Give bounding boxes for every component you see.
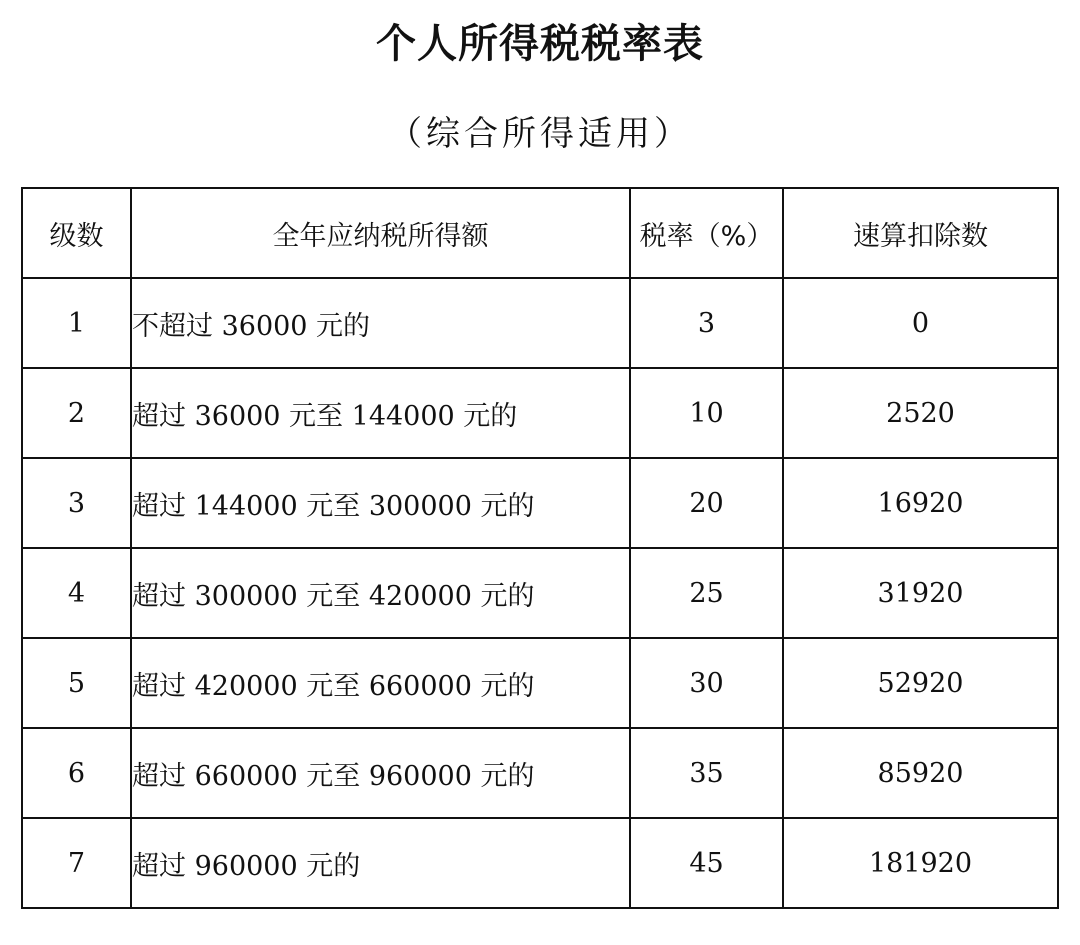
cell-deduction: 181920 [783,818,1058,908]
table-row [22,458,1058,548]
header-tax-rate: 税率（%） [630,188,783,278]
cell-level: 6 [22,728,131,818]
cell-range: 超过 144000 元至 300000 元的 [131,458,630,548]
table-row [22,818,1058,908]
cell-deduction: 85920 [783,728,1058,818]
header-level: 级数 [22,188,131,278]
table-header-row [22,188,1058,278]
table-row [22,368,1058,458]
header-quick-deduction: 速算扣除数 [783,188,1058,278]
table-row [22,638,1058,728]
cell-level: 3 [22,458,131,548]
cell-range: 超过 36000 元至 144000 元的 [131,368,630,458]
cell-range: 超过 420000 元至 660000 元的 [131,638,630,728]
table-row [22,728,1058,818]
cell-level: 2 [22,368,131,458]
table-row [22,278,1058,368]
cell-level: 1 [22,278,131,368]
cell-range: 超过 960000 元的 [131,818,630,908]
cell-deduction: 2520 [783,368,1058,458]
page-title: 个人所得税税率表 [376,21,704,67]
cell-rate: 10 [630,368,783,458]
cell-deduction: 31920 [783,548,1058,638]
cell-range: 超过 300000 元至 420000 元的 [131,548,630,638]
cell-deduction: 16920 [783,458,1058,548]
cell-deduction: 0 [783,278,1058,368]
cell-rate: 25 [630,548,783,638]
cell-level: 7 [22,818,131,908]
cell-rate: 3 [630,278,783,368]
cell-rate: 35 [630,728,783,818]
cell-range: 超过 660000 元至 960000 元的 [131,728,630,818]
cell-range: 不超过 36000 元的 [131,278,630,368]
cell-rate: 20 [630,458,783,548]
cell-deduction: 52920 [783,638,1058,728]
cell-level: 4 [22,548,131,638]
table-row [22,548,1058,638]
cell-rate: 45 [630,818,783,908]
tax-rate-table [21,187,1059,909]
page-subtitle: （综合所得适用） [388,114,692,154]
header-taxable-income: 全年应纳税所得额 [131,188,630,278]
cell-rate: 30 [630,638,783,728]
cell-level: 5 [22,638,131,728]
